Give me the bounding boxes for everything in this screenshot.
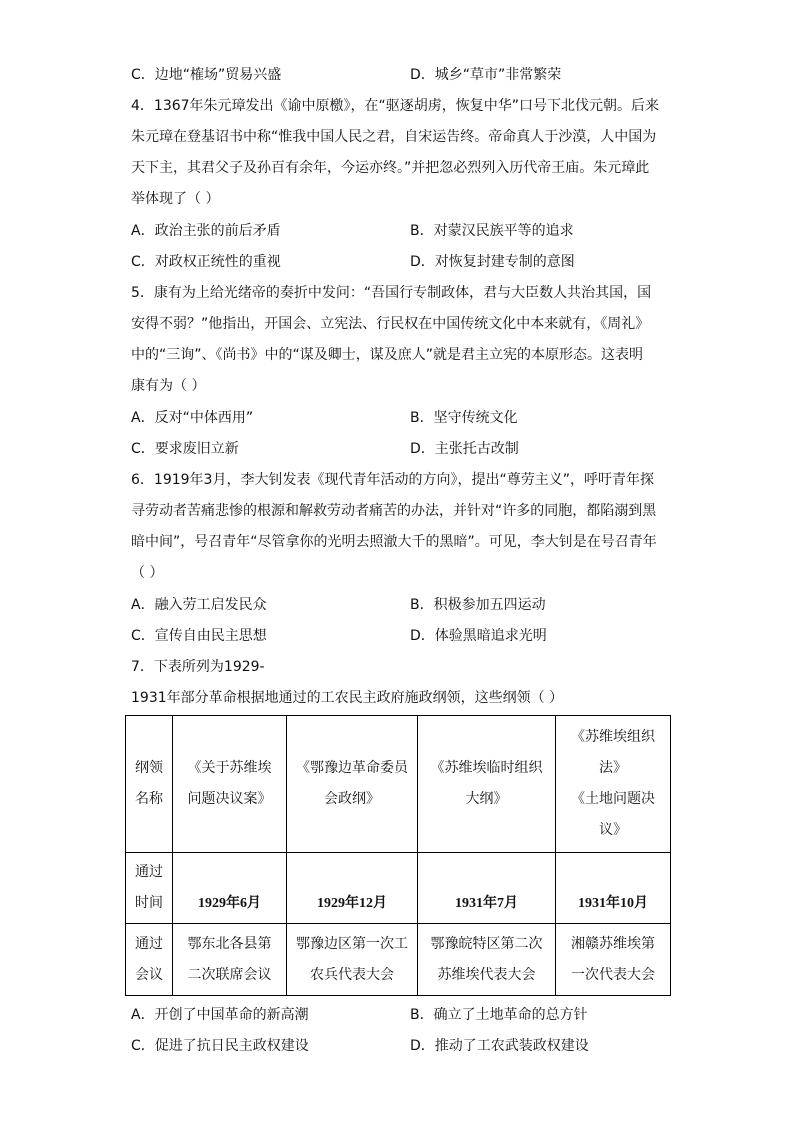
meeting-cell: 鄂豫边区第一次工 农兵代表大会 <box>287 924 418 996</box>
meeting-cell: 鄂豫皖特区第二次 苏维埃代表大会 <box>418 924 556 996</box>
q6-stem-line: 暗中间”，号召青年“尽管拿你的光明去照澈大千的黑暗”。可见，李大钊是在号召青年 <box>131 534 657 550</box>
meeting-cell: 鄂东北各县第 二次联席会议 <box>173 924 287 996</box>
q4-stem-line: 朱元璋在登基诏书中称“惟我中国人民之君，自宋运告终。帝命真人于沙漠，人中国为 <box>131 129 657 145</box>
table-row <box>126 853 671 924</box>
date-cell: 1929年12月 <box>287 853 418 924</box>
program-table <box>125 715 671 996</box>
row-header-name: 纲领 名称 <box>126 716 173 853</box>
q6-option-c: C．宣传自由民主思想 <box>131 628 267 644</box>
table-row <box>126 924 671 996</box>
q7-option-a: A．开创了中国革命的新高潮 <box>131 1007 309 1023</box>
q4-option-a: A．政治主张的前后矛盾 <box>131 223 281 239</box>
q4-option-b: B．对蒙汉民族平等的追求 <box>410 223 574 239</box>
q7-option-b: B．确立了土地革命的总方针 <box>410 1007 588 1023</box>
q5-stem-line: 康有为（ ） <box>131 378 206 394</box>
table-row <box>126 716 671 853</box>
q7-stem-line: 1931年部分革命根据地通过的工农民主政府施政纲领，这些纲领（ ） <box>131 690 564 706</box>
date-cell: 1929年6月 <box>173 853 287 924</box>
q3-option-d: D．城乡“草市”非常繁荣 <box>410 67 562 83</box>
date-cell: 1931年10月 <box>556 853 671 924</box>
q4-stem-line: 4．1367年朱元璋发出《谕中原檄》，在“驱逐胡虏，恢复中华”口号下北伐元朝。后来 <box>131 98 660 114</box>
row-header-date: 通过 时间 <box>126 853 173 924</box>
meeting-cell: 湘赣苏维埃第 一次代表大会 <box>556 924 671 996</box>
q7-option-d: D．推动了工农武装政权建设 <box>410 1038 589 1054</box>
q5-option-d: D．主张托古改制 <box>410 441 519 457</box>
q4-stem-line: 天下主，其君父子及孙百有余年，今运亦终。”并把忽必烈列入历代帝王庙。朱元璋此 <box>131 160 650 176</box>
q6-stem-line: 寻劳动者苦痛悲惨的根源和解救劳动者痛苦的办法，并针对“许多的同胞，都陷溺到黑 <box>131 503 657 519</box>
q4-stem-line: 举体现了（ ） <box>131 191 220 207</box>
q6-option-a: A．融入劳工启发民众 <box>131 597 267 613</box>
q7-option-c: C．促进了抗日民主政权建设 <box>131 1038 309 1054</box>
program-name-cell: 《关于苏维埃 问题决议案》 <box>173 716 287 853</box>
q5-stem-line: 5．康有为上给光绪帝的奏折中发问：“吾国行专制政体，君与大臣数人共治其国，国 <box>131 285 652 301</box>
q5-option-a: A．反对“中体西用” <box>131 410 254 426</box>
program-name-cell: 《苏维埃组织 法》 《土地问题决 议》 <box>556 716 671 853</box>
q5-option-c: C．要求废旧立新 <box>131 441 239 457</box>
q6-stem-line: （ ） <box>131 565 164 581</box>
q7-stem-line: 7．下表所列为1929- <box>131 659 265 675</box>
q6-option-d: D．体验黑暗追求光明 <box>410 628 547 644</box>
q5-stem-line: 中的“三询”、《尚书》中的“谋及卿士，谋及庶人”就是君主立宪的本原形态。这表明 <box>131 347 644 363</box>
program-name-cell: 《鄂豫边革命委员 会政纲》 <box>287 716 418 853</box>
q5-stem-line: 安得不弱？”他指出，开国会、立宪法、行民权在中国传统文化中本来就有，《周礼》 <box>131 316 650 332</box>
q5-option-b: B．坚守传统文化 <box>410 410 518 426</box>
q4-option-c: C．对政权正统性的重视 <box>131 254 281 270</box>
q3-option-c: C．边地“榷场”贸易兴盛 <box>131 67 282 83</box>
q4-option-d: D．对恢复封建专制的意图 <box>410 254 575 270</box>
q6-stem-line: 6．1919年3月，李大钊发表《现代青年活动的方向》，提出“尊劳主义”，呼吁青年探 <box>131 472 654 488</box>
row-header-meeting: 通过 会议 <box>126 924 173 996</box>
date-cell: 1931年7月 <box>418 853 556 924</box>
program-name-cell: 《苏维埃临时组织 大纲》 <box>418 716 556 853</box>
q6-option-b: B．积极参加五四运动 <box>410 597 546 613</box>
